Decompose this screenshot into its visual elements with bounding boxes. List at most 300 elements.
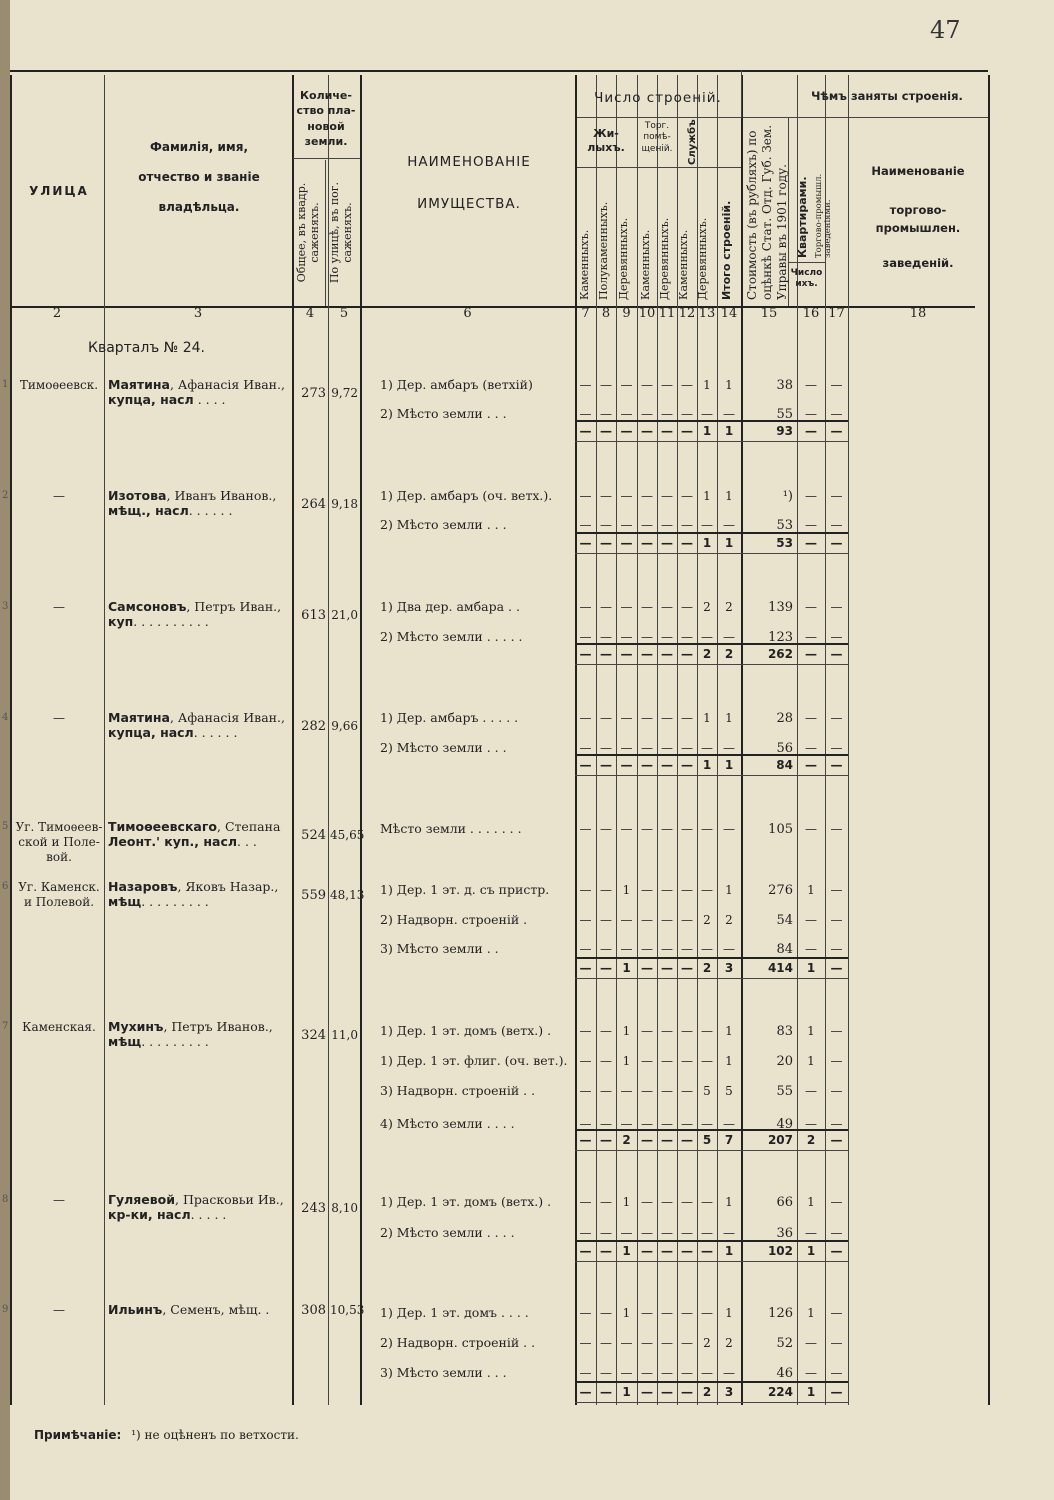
item-cell: — <box>579 1054 592 1068</box>
item-value: 123 <box>768 630 793 645</box>
item-cell: — <box>600 378 612 392</box>
property-item: 2) Мѣсто земли . . . . . <box>380 629 523 644</box>
total-cell: — <box>620 647 633 661</box>
land-frontage: 45,65 <box>330 828 365 842</box>
item-cell: — <box>805 1366 817 1380</box>
total-value: 414 <box>767 961 793 975</box>
service-header: Службъ <box>687 119 698 165</box>
owner-detail: . . . . <box>193 392 226 407</box>
item-cell: — <box>579 1366 592 1380</box>
owner-line <box>108 880 278 894</box>
item-cell: — <box>681 1117 693 1131</box>
land-area: 308 <box>301 1303 326 1318</box>
total-cell: — <box>579 961 592 975</box>
total-cell: — <box>805 424 817 438</box>
item-cell: — <box>723 407 735 421</box>
owner-surname: Маятина <box>108 377 170 392</box>
total-cell: — <box>681 536 693 550</box>
item-cell: — <box>661 407 673 421</box>
total-cell: 2 <box>702 961 712 975</box>
item-cell: — <box>830 1117 843 1131</box>
column-line <box>104 75 105 1405</box>
item-cell: — <box>600 1054 612 1068</box>
property-item: 1) Дер. 1 эт. флиг. (оч. вет.). <box>380 1053 568 1068</box>
owner-line <box>108 711 285 725</box>
item-cell: 1 <box>703 489 711 503</box>
total-cell: — <box>620 758 633 772</box>
residential-header: Жи- лыхъ. <box>587 127 625 155</box>
column-number: 14 <box>720 306 738 321</box>
item-cell: — <box>830 1024 843 1038</box>
item-cell: — <box>830 1336 843 1350</box>
item-cell: — <box>830 741 843 755</box>
item-cell: — <box>579 711 592 725</box>
owner-detail: , Петръ Иван., <box>186 599 282 614</box>
item-cell: — <box>661 942 673 956</box>
owner-detail: , Иванъ Иванов., <box>166 488 277 503</box>
item-cell: — <box>641 378 653 392</box>
total-cell: — <box>600 647 612 661</box>
book-spine <box>0 0 10 1500</box>
item-cell: — <box>600 883 612 897</box>
item-cell: 2 <box>725 600 733 614</box>
item-cell: — <box>661 913 673 927</box>
property-item: 3) Мѣсто земли . . . <box>380 1365 507 1380</box>
owner-detail: , Афанасія Иван., <box>169 710 285 725</box>
item-cell: — <box>805 378 817 392</box>
item-cell: — <box>620 942 633 956</box>
item-cell: — <box>579 600 592 614</box>
item-cell: 1 <box>807 1306 815 1320</box>
item-cell: — <box>701 1226 713 1240</box>
total-cell: 3 <box>724 1385 734 1399</box>
entry-number: 9 <box>2 1304 9 1315</box>
owner-line <box>108 600 281 614</box>
total-cell: — <box>600 424 612 438</box>
footnote-text: ¹) не оцѣненъ по ветхости. <box>131 1428 299 1442</box>
item-cell: — <box>830 942 843 956</box>
total-cell: 2 <box>702 1385 712 1399</box>
item-cell: — <box>579 913 592 927</box>
column-number: 16 <box>802 306 820 321</box>
total-cell: — <box>661 1244 673 1258</box>
total-cell: 2 <box>702 647 712 661</box>
owner-surname: купца, насл <box>108 392 194 407</box>
item-value: 53 <box>776 518 793 533</box>
item-cell: — <box>641 1226 653 1240</box>
item-cell: — <box>641 741 653 755</box>
entry-number: 4 <box>2 712 9 723</box>
item-value: 49 <box>776 1117 793 1132</box>
column-number: 10 <box>638 306 656 321</box>
land-frontage: 48,13 <box>330 888 365 902</box>
item-value: 52 <box>776 1336 793 1351</box>
total-cell: — <box>579 1133 592 1147</box>
property-item: 1) Дер. 1 эт. домъ . . . . <box>380 1305 529 1320</box>
total-cell: 5 <box>702 1133 712 1147</box>
street-name: Уг. Каменск. <box>18 880 100 894</box>
item-cell: — <box>641 711 653 725</box>
item-cell: — <box>579 407 592 421</box>
total-cell: — <box>661 961 673 975</box>
street-name: и Полевой. <box>23 895 95 909</box>
owner-header: Фамилія, имя, отчество и званіе владѣльца. <box>138 140 260 214</box>
total-cell: — <box>681 647 693 661</box>
total-cell: — <box>641 758 653 772</box>
owner-line <box>108 615 209 629</box>
trade-wooden-header: Деревянныхъ. <box>658 217 671 300</box>
item-cell: — <box>805 913 817 927</box>
item-cell: — <box>681 1054 693 1068</box>
item-cell: — <box>661 518 673 532</box>
item-cell: 2 <box>725 1336 733 1350</box>
item-cell: — <box>600 1024 612 1038</box>
item-cell: — <box>830 518 843 532</box>
land-street-header: По улицѣ, въ пог. саженяхъ. <box>328 181 354 284</box>
service-stone-header: Каменныхъ. <box>677 229 690 300</box>
total-cell: 7 <box>724 1133 734 1147</box>
total-value: 84 <box>776 758 793 772</box>
total-cell: — <box>830 758 843 772</box>
item-cell: — <box>661 1366 673 1380</box>
item-cell: — <box>600 1084 612 1098</box>
total-cell: — <box>579 647 592 661</box>
owner-surname: купца, насл <box>108 725 194 740</box>
column-number: 18 <box>909 306 927 321</box>
total-cell: — <box>579 758 592 772</box>
item-cell: 2 <box>703 600 711 614</box>
land-area-header: Количе- ство пла- новой земли. <box>296 89 356 149</box>
land-frontage: 11,0 <box>331 1028 358 1042</box>
subtotal-rule <box>575 532 848 534</box>
total-cell: 2 <box>622 1133 631 1147</box>
street-header: УЛИЦА <box>29 184 89 198</box>
item-cell: — <box>661 1336 673 1350</box>
item-cell: 1 <box>725 1306 733 1320</box>
owner-detail: . . . . . . . . . . <box>133 614 209 629</box>
item-cell: — <box>701 741 713 755</box>
item-cell: — <box>600 630 612 644</box>
subtotal-rule <box>575 643 848 645</box>
item-cell: — <box>641 600 653 614</box>
property-item: 2) Мѣсто земли . . . <box>380 406 507 421</box>
subtotal-bottom-rule <box>575 775 848 776</box>
count-header: Число ихъ. <box>790 268 823 289</box>
item-cell: — <box>620 518 633 532</box>
item-cell: 2 <box>725 913 733 927</box>
item-cell: — <box>600 711 612 725</box>
total-cell: 1 <box>702 536 712 550</box>
land-area: 524 <box>301 828 326 843</box>
property-item: 2) Мѣсто земли . . . <box>380 517 507 532</box>
item-cell: — <box>641 489 653 503</box>
item-cell: — <box>620 630 633 644</box>
item-cell: — <box>600 518 612 532</box>
total-cell: 1 <box>806 1385 816 1399</box>
street-name: — <box>53 1303 65 1317</box>
land-frontage: 8,10 <box>331 1201 358 1215</box>
land-frontage: 9,18 <box>331 497 358 511</box>
total-cell: — <box>641 1133 653 1147</box>
page-number: 47 <box>930 16 961 44</box>
column-line <box>10 75 12 1405</box>
item-cell: — <box>805 711 817 725</box>
item-cell: — <box>641 822 653 836</box>
total-cell: — <box>681 1385 693 1399</box>
subtotal-rule <box>575 420 848 422</box>
owner-line <box>108 1020 273 1034</box>
total-cell: 1 <box>724 536 734 550</box>
total-cell: — <box>830 1385 843 1399</box>
item-cell: — <box>579 1306 592 1320</box>
item-cell: — <box>661 1084 673 1098</box>
item-cell: — <box>620 1366 633 1380</box>
total-cell: 2 <box>806 1133 816 1147</box>
column-number: 12 <box>678 306 696 321</box>
subtotal-bottom-rule <box>575 441 848 442</box>
item-cell: — <box>681 1336 693 1350</box>
subtotal-rule <box>575 1129 848 1131</box>
item-value: 84 <box>776 942 793 957</box>
item-cell: — <box>641 1306 653 1320</box>
subtotal-bottom-rule <box>575 978 848 979</box>
item-cell: — <box>641 1024 653 1038</box>
item-cell: — <box>600 1226 612 1240</box>
total-cell: — <box>681 424 693 438</box>
item-cell: — <box>701 822 713 836</box>
property-item: Мѣсто земли . . . . . . . <box>380 821 522 836</box>
header-subrule <box>788 262 825 263</box>
total-cell: — <box>641 961 653 975</box>
entry-number: 3 <box>2 601 9 612</box>
item-cell: 1 <box>725 1024 733 1038</box>
total-cell: — <box>830 647 843 661</box>
item-cell: — <box>661 741 673 755</box>
property-item: 1) Дер. амбаръ (ветхій) <box>380 377 533 392</box>
item-cell: — <box>600 407 612 421</box>
item-value: 276 <box>768 883 793 898</box>
item-cell: 1 <box>622 1024 631 1038</box>
item-cell: — <box>830 407 843 421</box>
item-cell: — <box>661 489 673 503</box>
item-cell: — <box>681 630 693 644</box>
column-number: 4 <box>305 306 315 321</box>
item-cell: — <box>830 1195 843 1209</box>
total-value: 262 <box>767 647 793 661</box>
item-cell: — <box>579 1226 592 1240</box>
item-cell: — <box>681 1306 693 1320</box>
owner-detail: , Яковъ Назар., <box>177 879 279 894</box>
item-cell: — <box>681 711 693 725</box>
column-number: 15 <box>760 306 778 321</box>
street-name: — <box>53 711 65 725</box>
entry-number: 7 <box>2 1021 9 1032</box>
item-cell: — <box>579 1117 592 1131</box>
property-item: 1) Два дер. амбара . . <box>380 599 520 614</box>
item-cell: — <box>805 741 817 755</box>
property-item: 1) Дер. амбаръ (оч. ветх.). <box>380 488 553 503</box>
item-cell: 1 <box>725 883 733 897</box>
owner-surname: мѣщ., насл <box>108 503 189 518</box>
item-cell: — <box>579 1024 592 1038</box>
item-value: 55 <box>776 1084 793 1099</box>
property-item: 3) Мѣсто земли . . <box>380 941 499 956</box>
item-cell: — <box>579 1084 592 1098</box>
column-number: 9 <box>622 306 631 321</box>
item-cell: — <box>830 822 843 836</box>
item-cell: — <box>701 1024 713 1038</box>
item-cell: — <box>830 883 843 897</box>
owner-line <box>108 1193 284 1207</box>
total-cell: — <box>641 647 653 661</box>
total-cell: 2 <box>724 647 734 661</box>
total-buildings-header: Итого строеній. <box>720 200 733 300</box>
item-cell: — <box>805 1336 817 1350</box>
total-cell: 1 <box>806 961 816 975</box>
item-cell: — <box>579 1336 592 1350</box>
total-cell: — <box>805 536 817 550</box>
total-cell: 1 <box>622 1244 631 1258</box>
owner-line <box>108 726 237 740</box>
total-value: 53 <box>776 536 793 550</box>
total-cell: — <box>579 424 592 438</box>
item-cell: 1 <box>725 711 733 725</box>
item-cell: 2 <box>703 1336 711 1350</box>
item-cell: — <box>805 518 817 532</box>
item-value: 55 <box>776 407 793 422</box>
street-name: Каменская. <box>22 1020 96 1034</box>
property-header: НАИМЕНОВАНІЕ ИМУЩЕСТВА. <box>407 154 531 213</box>
owner-line <box>108 820 280 834</box>
street-name: вой. <box>46 850 72 864</box>
item-cell: 2 <box>703 913 711 927</box>
total-cell: 1 <box>806 1244 816 1258</box>
item-cell: — <box>830 489 843 503</box>
property-item: 2) Надворн. строеній . . <box>380 1335 536 1350</box>
item-value: 38 <box>776 378 793 393</box>
footnote <box>34 1428 299 1442</box>
total-cell: 3 <box>724 961 734 975</box>
trade-stone-header: Каменныхъ. <box>639 229 652 300</box>
owner-surname: Изотова <box>108 488 167 503</box>
item-cell: — <box>620 489 633 503</box>
property-item: 1) Дер. 1 эт. домъ (ветх.) . <box>380 1194 552 1209</box>
owner-detail: , Афанасія Иван., <box>169 377 285 392</box>
street-name: ской и Поле- <box>18 835 100 849</box>
item-cell: — <box>641 407 653 421</box>
item-cell: — <box>681 741 693 755</box>
land-frontage: 10,53 <box>330 1303 365 1317</box>
total-cell: — <box>600 758 612 772</box>
property-item: 1) Дер. амбаръ . . . . . <box>380 710 519 725</box>
item-cell: — <box>681 1024 693 1038</box>
entry-number: 1 <box>2 379 9 390</box>
item-cell: — <box>805 489 817 503</box>
total-cell: — <box>641 424 653 438</box>
owner-detail: , Прасковьи Ив., <box>175 1192 284 1207</box>
stone-header: Каменныхъ. <box>578 229 591 300</box>
item-cell: — <box>701 407 713 421</box>
item-cell: — <box>830 1054 843 1068</box>
item-cell: — <box>681 1366 693 1380</box>
item-cell: — <box>701 518 713 532</box>
header-line <box>325 160 326 306</box>
total-cell: 1 <box>724 1244 734 1258</box>
total-cell: — <box>579 1244 592 1258</box>
item-cell: — <box>805 407 817 421</box>
item-cell: — <box>701 1195 713 1209</box>
item-cell: — <box>830 1306 843 1320</box>
subtotal-rule <box>575 1240 848 1242</box>
total-cell: 1 <box>702 758 712 772</box>
owner-surname: Тимоѳеевскаго <box>108 819 217 834</box>
item-cell: — <box>579 1195 592 1209</box>
owner-line <box>108 1035 209 1049</box>
entry-number: 2 <box>2 490 9 501</box>
total-cell: — <box>681 961 693 975</box>
total-cell: — <box>830 424 843 438</box>
item-cell: — <box>579 378 592 392</box>
street-name: Уг. Тимоѳеев- <box>15 820 103 834</box>
owner-line <box>108 895 209 909</box>
total-value: 93 <box>776 424 793 438</box>
street-name: Тимоѳеевск. <box>19 378 99 392</box>
item-cell: 1 <box>725 378 733 392</box>
item-cell: 1 <box>622 883 631 897</box>
entry-number: 6 <box>2 881 9 892</box>
item-cell: — <box>641 1366 653 1380</box>
footnote-label: Примѣчаніе: <box>34 1428 122 1442</box>
item-cell: — <box>661 1306 673 1320</box>
total-cell: — <box>661 758 673 772</box>
item-value: 126 <box>768 1306 793 1321</box>
item-cell: — <box>579 942 592 956</box>
item-cell: — <box>579 883 592 897</box>
total-cell: — <box>681 1244 693 1258</box>
total-value: 207 <box>767 1133 793 1147</box>
total-cell: — <box>661 1385 673 1399</box>
item-cell: — <box>805 942 817 956</box>
item-cell: 1 <box>725 1195 733 1209</box>
total-cell: 1 <box>724 424 734 438</box>
item-value: 66 <box>776 1195 793 1210</box>
item-cell: — <box>600 1306 612 1320</box>
entry-number: 8 <box>2 1194 9 1205</box>
item-cell: — <box>805 1084 817 1098</box>
item-cell: 5 <box>703 1084 711 1098</box>
item-cell: — <box>641 1084 653 1098</box>
item-cell: — <box>681 518 693 532</box>
land-area: 282 <box>301 719 326 734</box>
item-cell: — <box>661 822 673 836</box>
item-cell: — <box>681 1084 693 1098</box>
item-cell: — <box>723 822 735 836</box>
item-cell: — <box>805 1226 817 1240</box>
item-cell: 1 <box>807 1024 815 1038</box>
item-cell: — <box>620 1226 633 1240</box>
item-cell: — <box>830 711 843 725</box>
item-cell: — <box>600 600 612 614</box>
property-item: 2) Мѣсто земли . . . <box>380 740 507 755</box>
item-cell: — <box>641 1117 653 1131</box>
item-cell: — <box>805 630 817 644</box>
item-cell: — <box>723 1117 735 1131</box>
item-cell: 1 <box>622 1306 631 1320</box>
property-item: 2) Мѣсто земли . . . . <box>380 1225 515 1240</box>
header-line <box>741 70 742 118</box>
total-cell: 1 <box>702 424 712 438</box>
table-top-rule <box>10 70 988 72</box>
